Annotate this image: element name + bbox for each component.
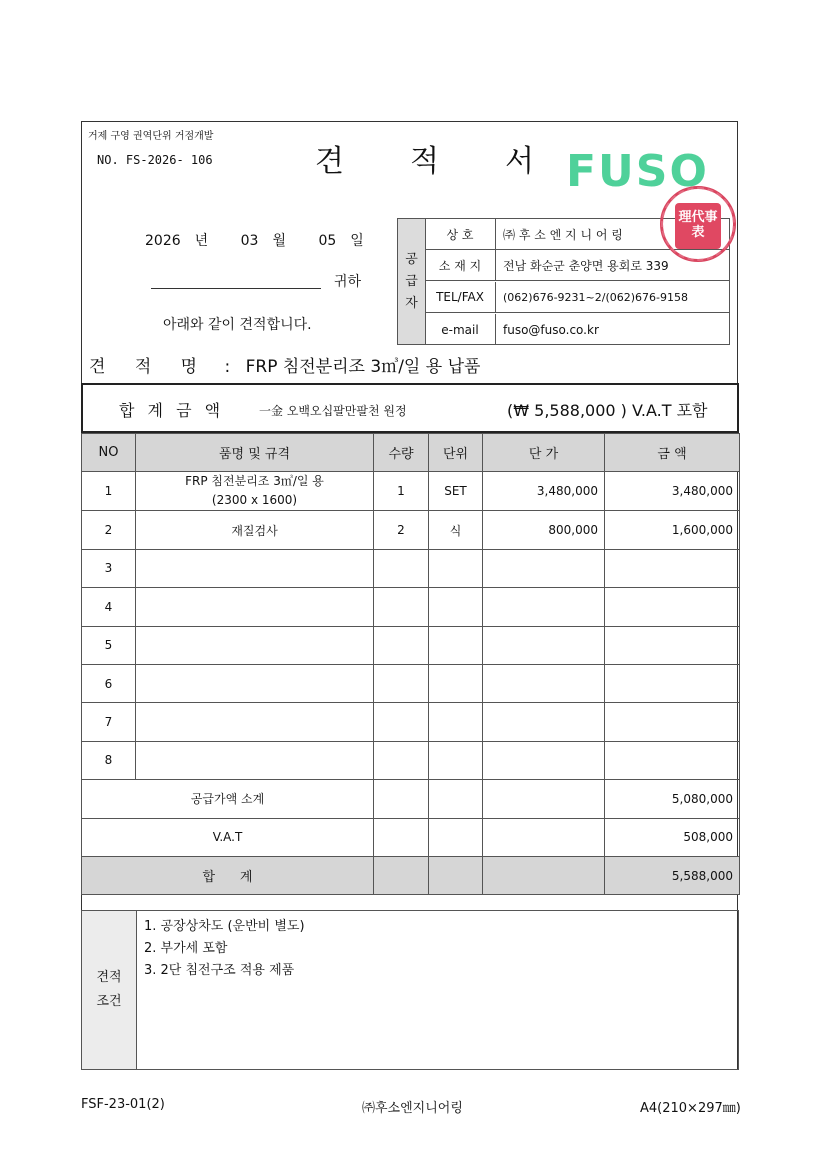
seal-text: 理代事表 bbox=[675, 203, 721, 249]
recipient-suffix: 귀하 bbox=[334, 274, 362, 290]
cell-qty bbox=[374, 780, 429, 818]
cell-unit bbox=[429, 741, 483, 779]
quote-terms bbox=[81, 910, 739, 1070]
cell-qty bbox=[374, 664, 429, 702]
supplier-row-tel bbox=[425, 282, 730, 313]
subject-value: FRP 침전분리조 3㎥/일 용 납품 bbox=[245, 357, 481, 377]
grand-total-label: 합 계 bbox=[82, 856, 374, 894]
table-row bbox=[82, 549, 740, 587]
supplier-value: ㈜ 후 소 엔 지 니 어 링 bbox=[503, 227, 623, 242]
side-char: 공 bbox=[405, 251, 418, 267]
cell-no: 2 bbox=[82, 511, 136, 549]
cell-price: 800,000 bbox=[483, 511, 605, 549]
col-header-amount: 금 액 bbox=[605, 434, 740, 472]
cell-qty bbox=[374, 549, 429, 587]
footer-company: ㈜후소엔지니어링 bbox=[362, 1101, 463, 1116]
cell-qty bbox=[374, 741, 429, 779]
items-table bbox=[81, 433, 740, 895]
subject-label: 견 적 명 bbox=[89, 357, 210, 377]
side-char: 급 bbox=[405, 273, 418, 289]
subtotal-amount: 5,080,000 bbox=[605, 780, 740, 818]
date-month-unit: 월 bbox=[272, 233, 286, 249]
cell-no: 5 bbox=[82, 626, 136, 664]
footer-form-code: FSF-23-01(2) bbox=[81, 1097, 165, 1112]
subject-colon: : bbox=[224, 357, 231, 377]
cell-qty bbox=[374, 588, 429, 626]
cell-price bbox=[483, 703, 605, 741]
subtotal-label: 공급가액 소계 bbox=[82, 780, 374, 818]
quote-date bbox=[145, 230, 378, 250]
recipient-blank bbox=[151, 288, 321, 289]
total-label: 합 계 금 액 bbox=[119, 401, 225, 420]
cell-price: 3,480,000 bbox=[483, 472, 605, 511]
cell-amount: 3,480,000 bbox=[605, 472, 740, 511]
cell-no: 3 bbox=[82, 549, 136, 587]
table-row bbox=[82, 664, 740, 702]
item-name: FRP 침전분리조 3㎥/일 용 bbox=[185, 474, 324, 489]
greeting-text: 아래와 같이 견적합니다. bbox=[163, 317, 312, 333]
cell-amount bbox=[605, 549, 740, 587]
terms-label bbox=[82, 911, 137, 1069]
cell-unit: SET bbox=[429, 472, 483, 511]
document-number: NO. FS-2026- 106 bbox=[97, 153, 213, 167]
grand-total-row bbox=[82, 856, 740, 894]
cell-unit bbox=[429, 626, 483, 664]
terms-list bbox=[144, 916, 305, 982]
table-header bbox=[82, 434, 740, 472]
cell-qty: 2 bbox=[374, 511, 429, 549]
cell-unit bbox=[429, 856, 483, 894]
cell-qty bbox=[374, 856, 429, 894]
document-title bbox=[315, 136, 600, 180]
company-logo: FUSO bbox=[566, 146, 709, 197]
terms-label-line: 조건 bbox=[96, 994, 122, 1009]
table-row bbox=[82, 741, 740, 779]
cell-price bbox=[483, 780, 605, 818]
total-amount-box bbox=[81, 383, 739, 433]
cell-name bbox=[136, 741, 374, 779]
cell-unit: 식 bbox=[429, 511, 483, 549]
col-header-name: 품명 및 규격 bbox=[136, 434, 374, 472]
total-amount: (₩ 5,588,000 ) V.A.T 포함 bbox=[507, 401, 708, 420]
date-day-unit: 일 bbox=[350, 233, 364, 249]
cell-unit bbox=[429, 664, 483, 702]
table-row bbox=[82, 588, 740, 626]
cell-qty bbox=[374, 626, 429, 664]
col-header-qty: 수량 bbox=[374, 434, 429, 472]
supplier-label: e-mail bbox=[425, 314, 496, 345]
cell-no: 1 bbox=[82, 472, 136, 511]
cell-name: 재질검사 bbox=[136, 511, 374, 549]
supplier-label: 상 호 bbox=[425, 219, 496, 249]
supplier-value: (062)676-9231~2/(062)676-9158 bbox=[503, 290, 688, 304]
cell-price bbox=[483, 856, 605, 894]
grand-total-amount: 5,588,000 bbox=[605, 856, 740, 894]
table-row bbox=[82, 472, 740, 511]
terms-item: 2. 부가세 포함 bbox=[144, 941, 228, 956]
title-char: 서 bbox=[505, 144, 534, 179]
quote-subject bbox=[89, 352, 480, 377]
table-row bbox=[82, 626, 740, 664]
cell-price bbox=[483, 588, 605, 626]
cell-name bbox=[136, 703, 374, 741]
col-header-unit: 단위 bbox=[429, 434, 483, 472]
terms-label-line: 견적 bbox=[96, 970, 122, 985]
cell-name bbox=[136, 588, 374, 626]
cell-unit bbox=[429, 818, 483, 856]
cell-no: 6 bbox=[82, 664, 136, 702]
supplier-row-email bbox=[425, 314, 730, 345]
cell-name bbox=[136, 549, 374, 587]
vat-amount: 508,000 bbox=[605, 818, 740, 856]
table-row bbox=[82, 511, 740, 549]
supplier-label: TEL/FAX bbox=[425, 282, 496, 312]
side-char: 자 bbox=[405, 295, 418, 311]
supplier-value: 전남 화순군 춘양면 용회로 339 bbox=[503, 258, 669, 273]
title-char: 견 bbox=[315, 144, 344, 179]
item-spec: (2300 x 1600) bbox=[211, 493, 298, 508]
supplier-label: 소 재 지 bbox=[425, 250, 496, 280]
cell-price bbox=[483, 664, 605, 702]
cell-name bbox=[136, 664, 374, 702]
project-name: 거제 구영 권역단위 거점개발 bbox=[88, 131, 214, 142]
date-year-unit: 년 bbox=[194, 233, 209, 249]
cell-amount bbox=[605, 664, 740, 702]
cell-name bbox=[136, 472, 374, 511]
total-in-words: 一金 오백오십팔만팔천 원정 bbox=[259, 404, 407, 418]
supplier-value: fuso@fuso.co.kr bbox=[503, 322, 599, 337]
cell-name bbox=[136, 626, 374, 664]
cell-amount bbox=[605, 626, 740, 664]
cell-no: 7 bbox=[82, 703, 136, 741]
cell-qty bbox=[374, 703, 429, 741]
cell-amount bbox=[605, 703, 740, 741]
vat-label: V.A.T bbox=[82, 818, 374, 856]
subtotal-row bbox=[82, 780, 740, 818]
supplier-side-label bbox=[398, 219, 426, 344]
cell-unit bbox=[429, 549, 483, 587]
cell-price bbox=[483, 818, 605, 856]
cell-price bbox=[483, 626, 605, 664]
cell-qty bbox=[374, 818, 429, 856]
cell-amount bbox=[605, 588, 740, 626]
table-row bbox=[82, 703, 740, 741]
vat-row bbox=[82, 818, 740, 856]
cell-no: 8 bbox=[82, 741, 136, 779]
date-day: 05 bbox=[318, 233, 337, 249]
company-seal bbox=[660, 186, 736, 262]
col-header-no: NO bbox=[82, 434, 136, 472]
date-year: 2026 bbox=[145, 233, 181, 249]
terms-item: 3. 2단 침전구조 적용 제품 bbox=[144, 963, 295, 978]
terms-item: 1. 공장상차도 (운반비 별도) bbox=[144, 919, 305, 934]
col-header-price: 단 가 bbox=[483, 434, 605, 472]
cell-amount: 1,600,000 bbox=[605, 511, 740, 549]
date-month: 03 bbox=[240, 233, 259, 249]
footer-paper-size: A4(210×297㎜) bbox=[640, 1101, 741, 1116]
title-char: 적 bbox=[410, 144, 439, 179]
cell-unit bbox=[429, 588, 483, 626]
cell-unit bbox=[429, 780, 483, 818]
cell-no: 4 bbox=[82, 588, 136, 626]
cell-qty: 1 bbox=[374, 472, 429, 511]
cell-unit bbox=[429, 703, 483, 741]
cell-price bbox=[483, 549, 605, 587]
cell-price bbox=[483, 741, 605, 779]
cell-amount bbox=[605, 741, 740, 779]
